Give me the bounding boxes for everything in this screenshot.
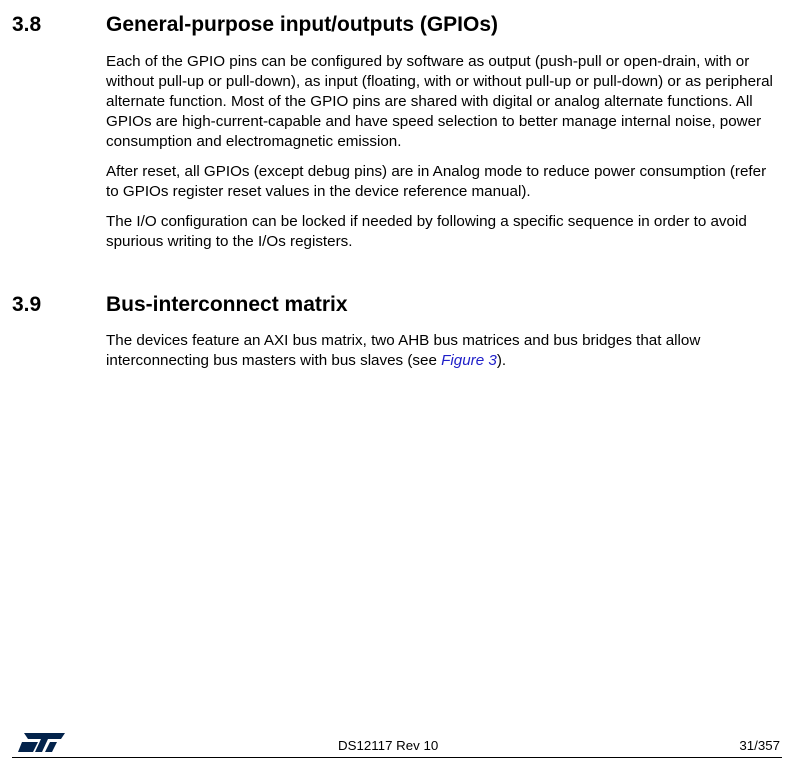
doc-id: DS12117 Rev 10: [338, 738, 439, 753]
paragraph: The I/O configuration can be locked if needed by following a specific sequence in order to avoid spurious writing to the I/Os registers.: [106, 213, 747, 250]
section-title: Bus-interconnect matrix: [106, 293, 348, 316]
section-number: 3.8: [12, 13, 42, 36]
footer-divider: [12, 757, 782, 758]
section-number: 3.9: [12, 293, 42, 316]
section-title: General-purpose input/outputs (GPIOs): [106, 13, 499, 36]
st-logo: [18, 731, 66, 753]
paragraph-text: The devices feature an AXI bus matrix, two AHB bus matrices and bus bridges that allow interconnecting bus masters with bus slaves (see: [106, 332, 701, 369]
paragraph-text: ).: [496, 352, 507, 369]
page-number: 31/357: [739, 738, 780, 753]
figure-link[interactable]: Figure 3: [441, 352, 497, 369]
paragraph: Each of the GPIO pins can be configured by software as output (push-pull or open-drain, with or without pull-up or pull-down), as input (floating, with or without pull-up or pull-down) or as peripheral alternate function. Most of the GPIO pins are shared with digital or analog alternate functions. All GPIOs are high-current-capable and have speed selection to better manage internal noise, power consumption and electromagnetic emission.: [106, 53, 773, 150]
paragraph: [106, 331, 781, 371]
paragraph: After reset, all GPIOs (except debug pins) are in Analog mode to reduce power consumption (refer to GPIOs register reset values in the device reference manual).: [106, 163, 767, 200]
